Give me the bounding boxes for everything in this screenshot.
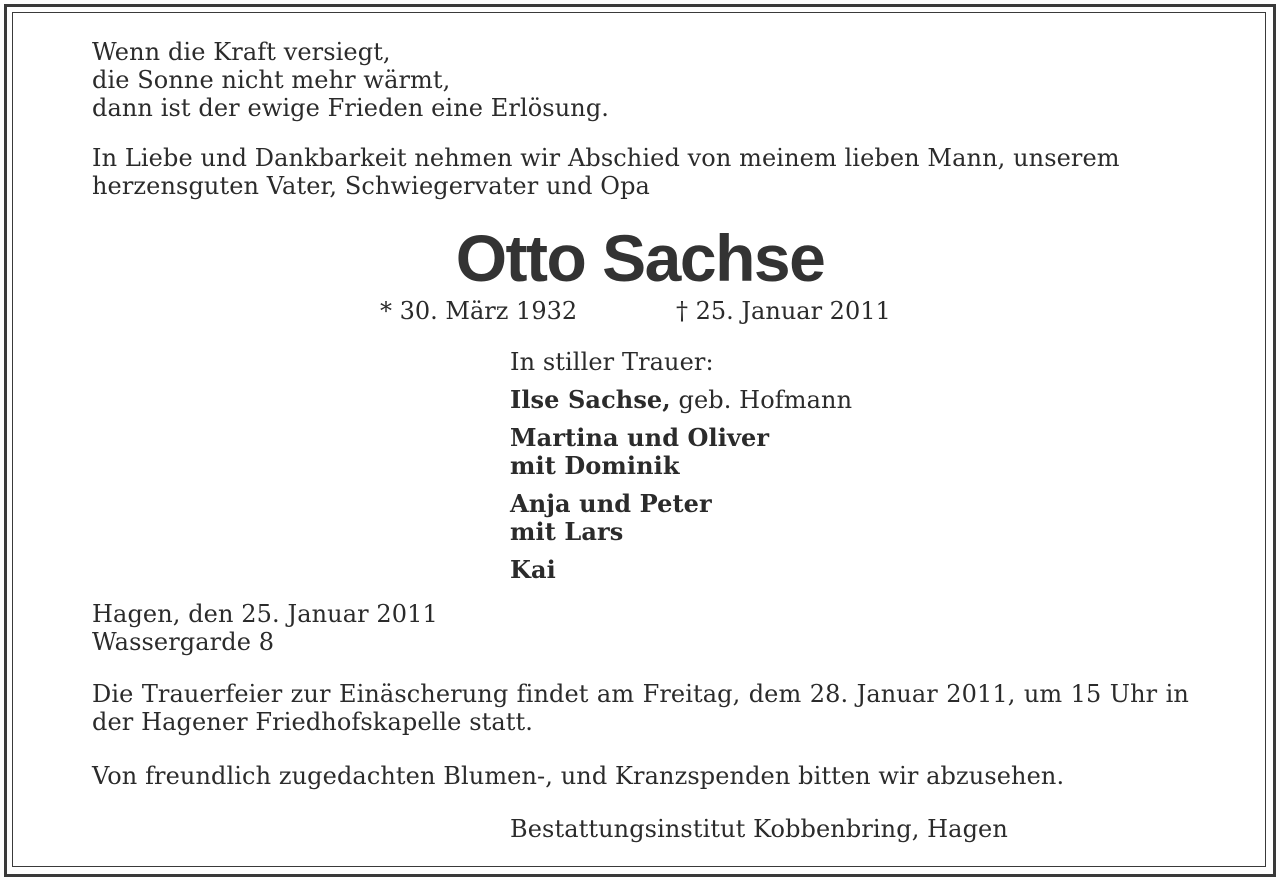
mourner-family: Martina und Oliver — [510, 423, 770, 452]
intro-line: herzensguten Vater, Schwiegervater und Opa — [92, 172, 650, 200]
mourner-family: Kai — [510, 555, 556, 584]
widow-maiden-name: geb. Hofmann — [670, 386, 853, 414]
poem-line: dann ist der ewige Frieden eine Erlösung. — [92, 94, 610, 122]
mourner-widow — [510, 386, 852, 414]
mourners-heading: In stiller Trauer: — [510, 348, 714, 376]
farewell-intro — [92, 144, 1192, 200]
place-and-date — [92, 600, 438, 656]
deceased-name: Otto Sachse — [455, 221, 825, 295]
spacer — [510, 546, 852, 556]
mourners-list — [510, 348, 852, 584]
mourner-family: mit Lars — [510, 517, 624, 546]
funeral-home: Bestattungsinstitut Kobbenbring, Hagen — [510, 815, 1008, 843]
mourner-family: mit Dominik — [510, 451, 680, 480]
widow-name: Ilse Sachse, — [510, 385, 671, 414]
death-date: † 25. Januar 2011 — [676, 297, 891, 325]
mourner-family: Anja und Peter — [510, 489, 712, 518]
poem-line: Wenn die Kraft versiegt, — [92, 38, 391, 66]
birth-date: * 30. März 1932 — [380, 297, 578, 325]
intro-line: In Liebe und Dankbarkeit nehmen wir Abschied von meinem lieben Mann, unserem — [92, 144, 1120, 172]
address: Wassergarde 8 — [92, 628, 275, 656]
poem — [92, 38, 609, 122]
flowers-notice: Von freundlich zugedachten Blumen-, und Kranzspenden bitten wir abzusehen. — [92, 762, 1065, 790]
city-date: Hagen, den 25. Januar 2011 — [92, 600, 438, 628]
poem-line: die Sonne nicht mehr wärmt, — [92, 66, 451, 94]
service-notice: Die Trauerfeier zur Einäscherung findet am Freitag, dem 28. Januar 2011, um 15 Uhr in der Hagener Friedhofskapelle statt. — [92, 680, 1189, 736]
